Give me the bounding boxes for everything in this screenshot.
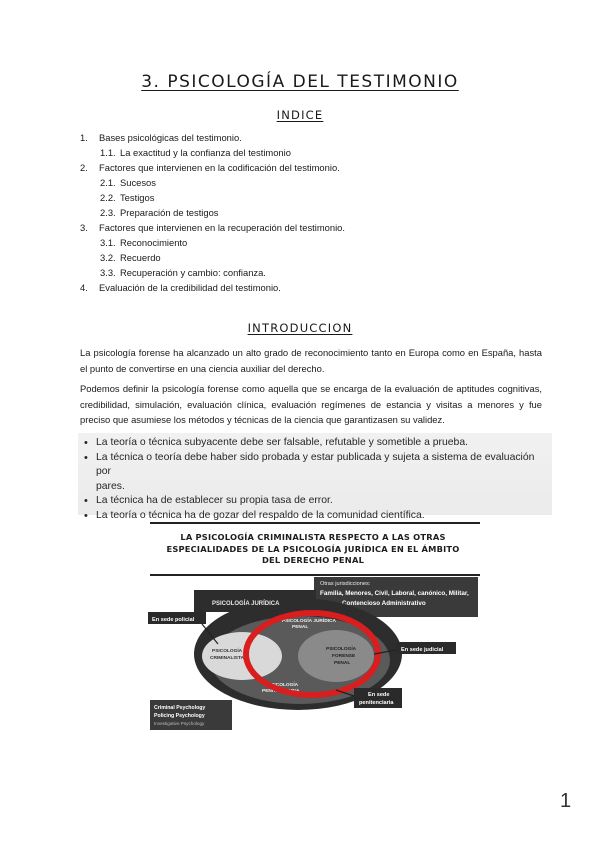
toc-item — [80, 235, 540, 250]
toc-item-text: Preparación de testigos — [120, 207, 219, 218]
toc-item-number: 3.3. — [100, 267, 116, 278]
toc-item-text: La exactitud y la confianza del testimonio — [120, 147, 291, 158]
toc-item-number: 2.2. — [100, 192, 116, 203]
intro-paragraph-2: Podemos definir la psicología forense como aquella que se encarga de la evaluación de aptitudes cognitivas, credibilidad, simulación, evaluación clínica, evaluación regímenes de estancia y visitas a menores y fue preciso que asumiese los métodos y técnicas de la ciencia que garantizasen su validez. — [80, 383, 542, 425]
sede-policial-label: En sede policial — [152, 617, 195, 623]
criteria-item: • La técnica ha de establecer su propia tasa de error. — [84, 494, 546, 509]
criminal-psychology-label: Criminal Psychology — [154, 705, 206, 711]
other-jurisdictions-label: Otras jurisdicciones: — [320, 581, 371, 587]
toc-item — [80, 220, 540, 235]
toc-item — [80, 205, 540, 220]
criteria-item: • La teoría o técnica subyacente debe ser falsable, refutable y sometible a prueba. — [84, 436, 546, 451]
toc-item-number: 1.1. — [100, 147, 116, 158]
toc-item — [80, 265, 540, 280]
page-number: 1 — [560, 790, 572, 812]
toc-item-number: 3.2. — [100, 252, 116, 263]
toc-item — [80, 280, 540, 295]
toc-item — [80, 175, 540, 190]
scanned-criteria-list — [78, 433, 552, 521]
toc-item — [80, 190, 540, 205]
toc-item-number: 3.1. — [100, 237, 116, 248]
toc-item — [80, 130, 540, 145]
penitenciaria-label: PSICOLOGÍA — [268, 683, 299, 688]
toc-item-number: 4. — [80, 282, 88, 293]
figure-title: LA PSICOLOGÍA CRIMINALISTA RESPECTO A LAS OTRAS ESPECIALIDADES DE LA PSICOLOGÍA JURÍDICA EN EL ÁMBITO DEL DERECHO PENAL — [166, 532, 460, 565]
forense-label-3: PENAL — [334, 661, 351, 666]
penal-label: PSICOLOGÍA JURÍDICA — [282, 619, 336, 624]
sede-penitenciaria-label-2: penitenciaria — [359, 700, 394, 706]
investigative-psychology-label: Investigative Psychology — [154, 721, 205, 726]
psychology-specialties-figure — [142, 520, 484, 734]
toc-item-number: 3. — [80, 222, 88, 233]
toc-item-text: Sucesos — [120, 177, 156, 188]
introduction-heading: INTRODUCCION — [247, 321, 353, 335]
toc-item-text: Testigos — [120, 192, 155, 203]
toc-item-text: Bases psicológicas del testimonio. — [99, 132, 242, 143]
toc-item-number: 2.3. — [100, 207, 116, 218]
toc-item-text: Recuperación y cambio: confianza. — [120, 267, 266, 278]
forense-label: PSICOLOGÍA — [326, 647, 357, 652]
toc-item — [80, 160, 540, 175]
table-of-contents — [80, 130, 540, 295]
sede-judicial-label: En sede judicial — [401, 647, 444, 653]
toc-item-text: Recuerdo — [120, 252, 161, 263]
toc-item-number: 2.1. — [100, 177, 116, 188]
toc-item-text: Reconocimiento — [120, 237, 188, 248]
intro-paragraph-1: La psicología forense ha alcanzado un alto grado de reconocimiento tanto en Europa como en España, hasta el punto de convertirse en una ciencia auxiliar del derecho. — [80, 347, 542, 374]
toc-item-number: 1. — [80, 132, 88, 143]
figure-diagram — [142, 520, 484, 734]
toc-item — [80, 145, 540, 160]
forense-label-2: FORENSE — [332, 654, 356, 659]
juridica-label: PSICOLOGÍA JURÍDICA — [212, 601, 280, 607]
sede-penitenciaria-label: En sede — [368, 692, 390, 698]
other-jurisdictions-list-2: Contencioso Administrativo — [342, 600, 426, 607]
penal-label-2: PENAL — [292, 625, 309, 630]
criteria-item: • La técnica o teoría debe haber sido probada y estar publicada y sujeta a sistema de evaluación por pares. — [84, 451, 546, 495]
page-title: 3. PSICOLOGÍA DEL TESTIMONIO — [141, 72, 459, 92]
other-jurisdictions-list: Familia, Menores, Civil, Laboral, canónico, Militar, — [320, 590, 469, 597]
toc-item-text: Evaluación de la credibilidad del testimonio. — [99, 282, 281, 293]
policing-psychology-label: Policing Psychology — [154, 713, 205, 719]
toc-item-text: Factores que intervienen en la codificación del testimonio. — [99, 162, 340, 173]
criminalista-label-2: CRIMINALISTA — [210, 656, 245, 661]
toc-item-text: Factores que intervienen en la recuperación del testimonio. — [99, 222, 345, 233]
criteria-item: • La teoría o técnica ha de gozar del respaldo de la comunidad científica. — [84, 509, 546, 524]
penitenciaria-label-2: PENITENCIARIA — [262, 689, 300, 694]
criminalista-label: PSICOLOGÍA — [212, 649, 243, 654]
index-heading: INDICE — [276, 108, 324, 122]
toc-item — [80, 250, 540, 265]
toc-item-number: 2. — [80, 162, 88, 173]
